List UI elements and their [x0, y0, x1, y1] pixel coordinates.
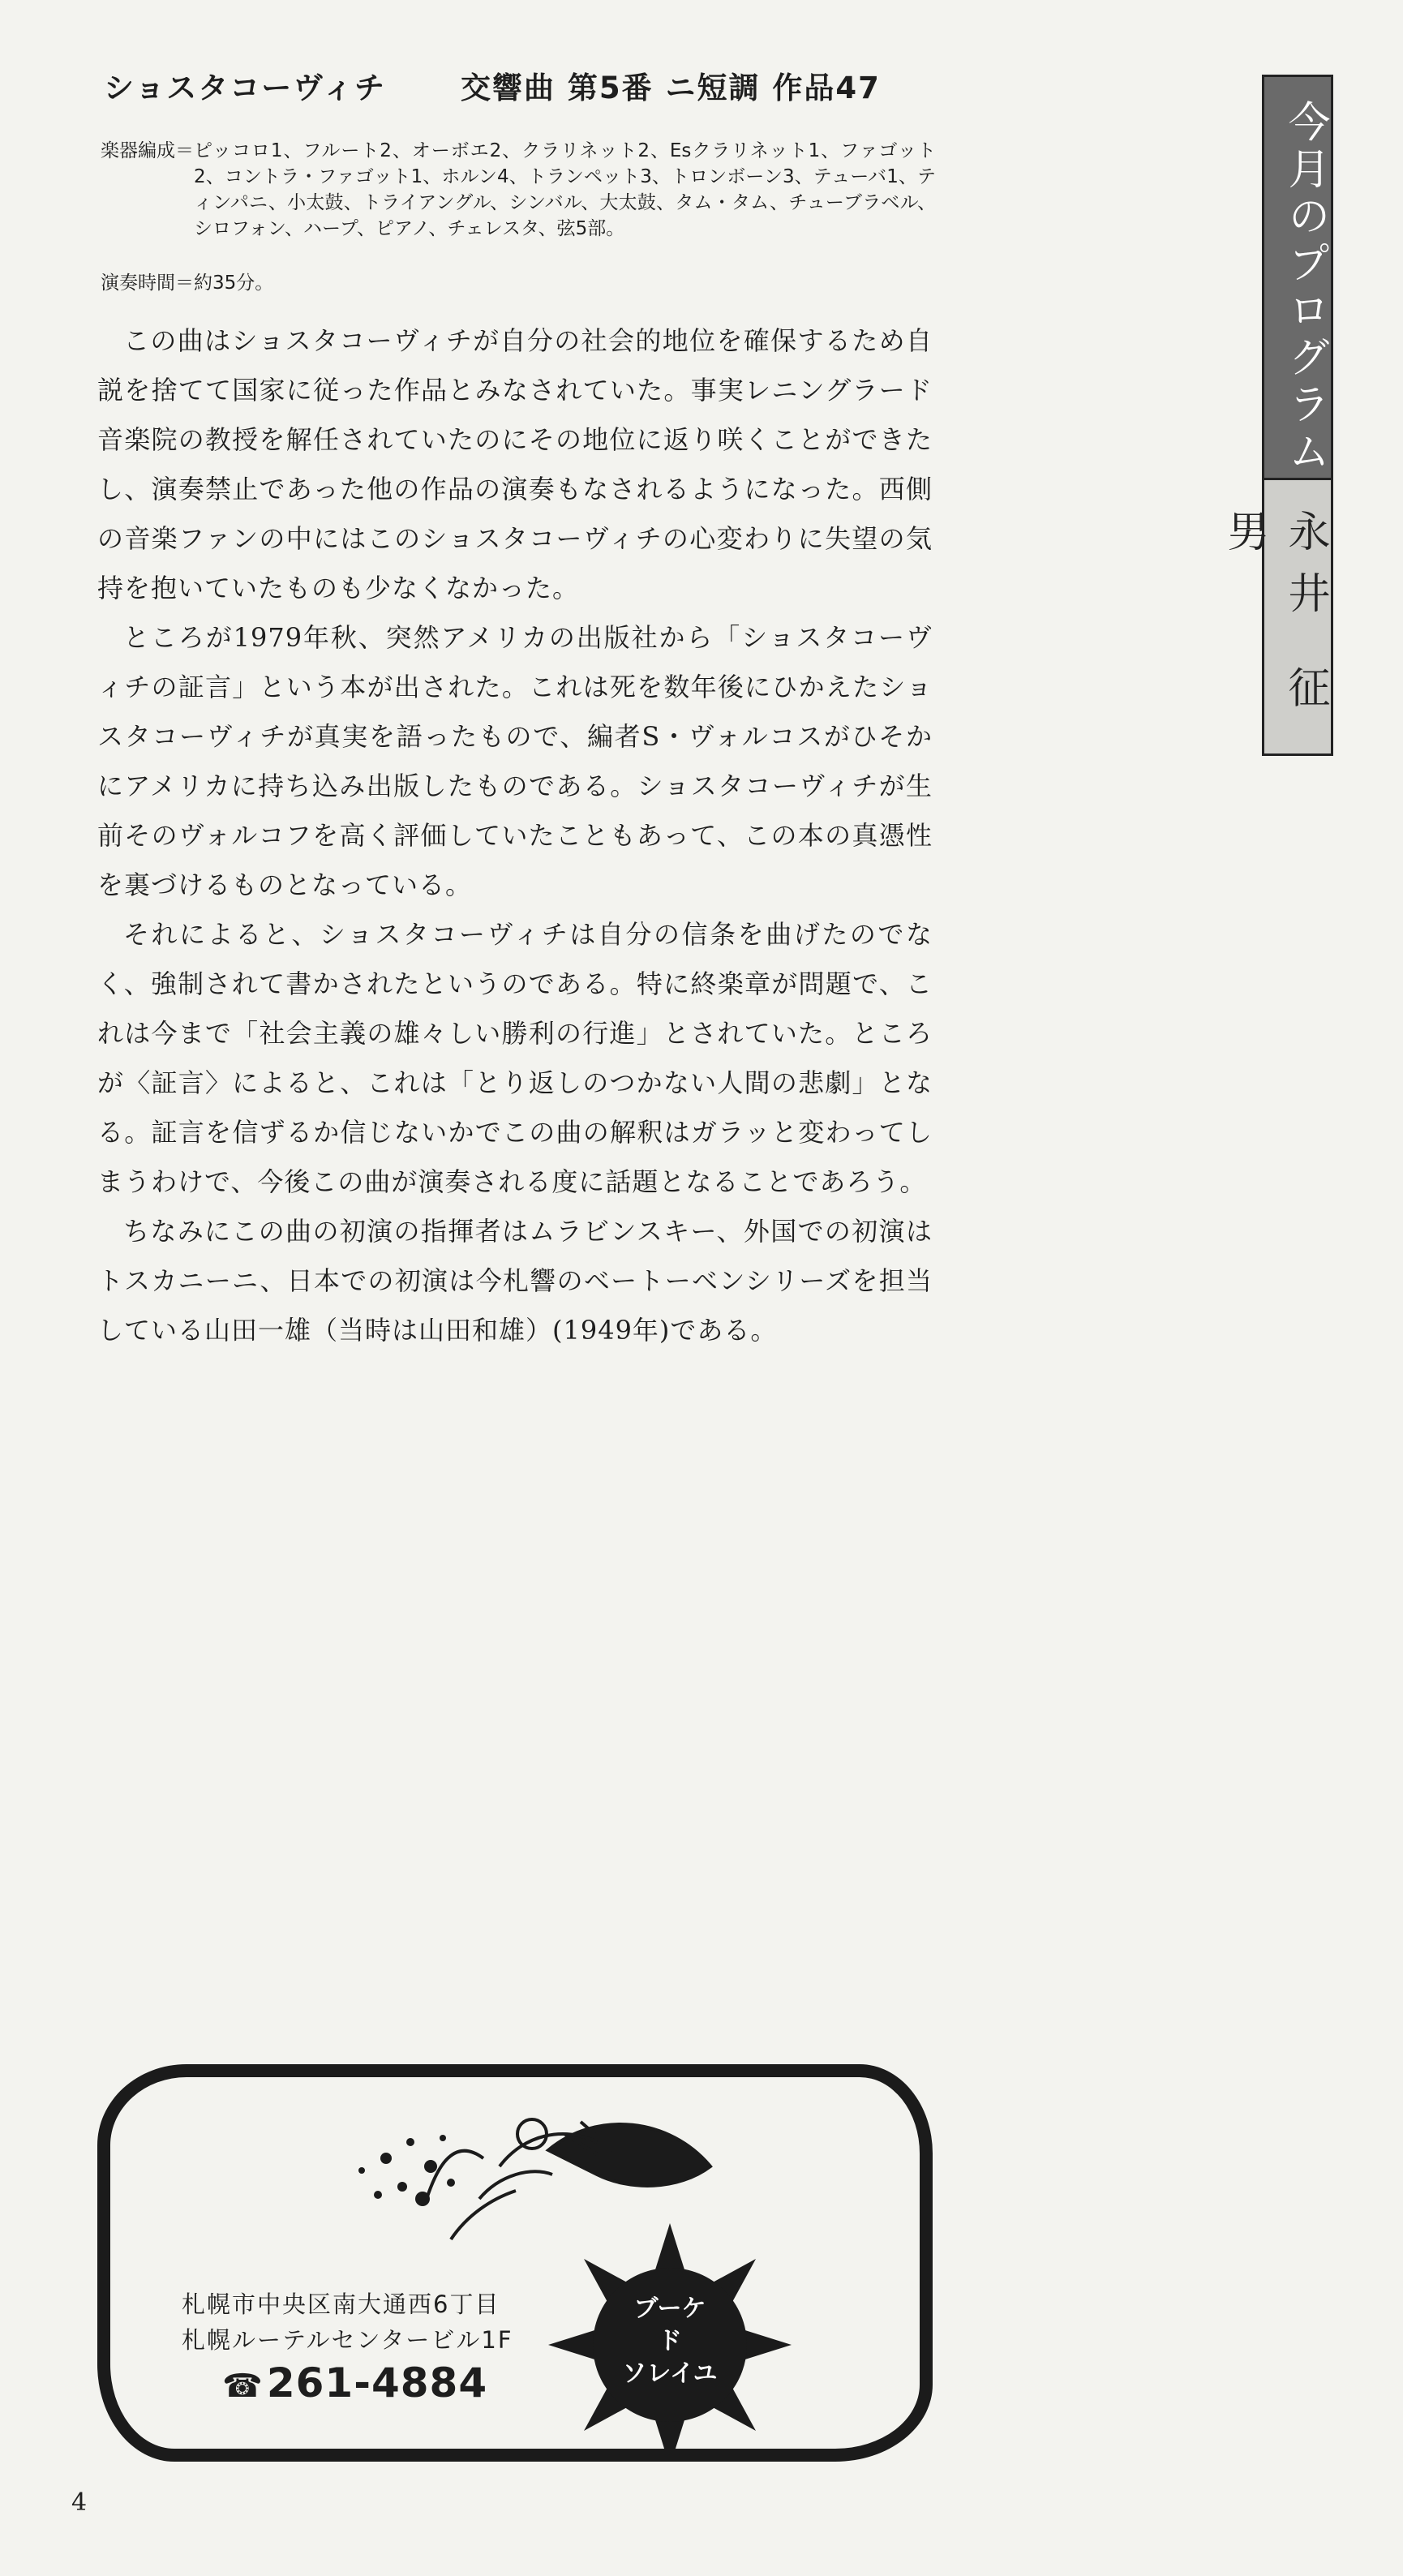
- author-name: 永井 征男: [1220, 509, 1329, 728]
- phone-icon: ☎: [222, 2368, 264, 2405]
- duration-text: 演奏時間＝約35分。: [101, 273, 274, 294]
- section-tab: [1262, 75, 1333, 480]
- paragraph: それによると、ショスタコーヴィチは自分の信条を曲げたのでなく、強制されて書かされたというのである。特に終楽章が問題で、これは今まで「社会主義の雄々しい勝利の行進」とされていた。ところが〈証言〉によると、これは「とり返しのつかない人間の悲劇」となる。証言を信ずるか信じないかでこの曲の解釈はガラッと変わってしまうわけで、今後この曲が演奏される度に話題となることであろう。: [97, 919, 933, 1197]
- paragraph: ところが1979年秋、突然アメリカの出版社から「ショスタコーヴィチの証言」という本が出された。これは死を数年後にひかえたショスタコーヴィチが真実を語ったもので、編者S・ヴォルコスがひそかにアメリカに持ち込み出版したものである。ショスタコーヴィチが生前そのヴォルコフを高く評価していたこともあって、この本の真憑性を裏づけるものとなっている。: [97, 622, 933, 900]
- paragraph: ちなみにこの曲の初演の指揮者はムラビンスキー、外国での初演はトスカニーニ、日本での初演は今札響のベートーベンシリーズを担当している山田一雄（当時は山田和雄）(1949年)である。: [97, 1216, 933, 1346]
- instrumentation-text: ピッコロ1、フルート2、オーボエ2、クラリネット2、Esクラリネット1、ファゴット2、コントラ・ファゴット1、ホルン4、トランペット3、トロンボーン3、テューバ1、ティンパニ、小太鼓、トライアングル、シンバル、大太鼓、タム・タム、チューブラベル、シロフォン、ハープ、ピアノ、チェレスタ、弦5部。: [194, 140, 936, 239]
- advertisement: [97, 2064, 933, 2462]
- svg-text:ド: ド: [658, 2327, 682, 2355]
- section-tab-label: 今月のプログラム: [1281, 100, 1329, 476]
- instrumentation-label: 楽器編成＝: [101, 140, 194, 161]
- svg-text:ソレイユ: ソレイユ: [622, 2359, 718, 2388]
- page-number: 4: [71, 2488, 88, 2517]
- ad-address-line-1: 札幌市中央区南大通西6丁目: [182, 2290, 500, 2318]
- ad-phone-number: 261-4884: [266, 2359, 488, 2406]
- instrumentation-block: [101, 138, 936, 242]
- composer-name: ショスタコーヴィチ: [104, 71, 387, 105]
- svg-text:ブーケ: ブーケ: [633, 2295, 706, 2323]
- ad-phone: [222, 2359, 487, 2406]
- program-title: [104, 63, 931, 107]
- paragraph: この曲はショスタコーヴィチが自分の社会的地位を確保するため自説を捨てて国家に従った作品とみなされていた。事実レニングラード音楽院の教授を解任されていたのにその地位に返り咲くことができたし、演奏禁止であった他の作品の演奏もなされるようになった。西側の音楽ファンの中にはこのショスタコーヴィチの心変わりに失望の気持を抱いていたものも少なくなかった。: [97, 325, 933, 603]
- author-tab: [1220, 480, 1333, 756]
- work-title: 交響曲 第5番 ニ短調 作品47: [461, 71, 881, 105]
- article-body: [97, 316, 933, 1355]
- ad-address-line-2: 札幌ルーテルセンタービル1F: [182, 2326, 513, 2354]
